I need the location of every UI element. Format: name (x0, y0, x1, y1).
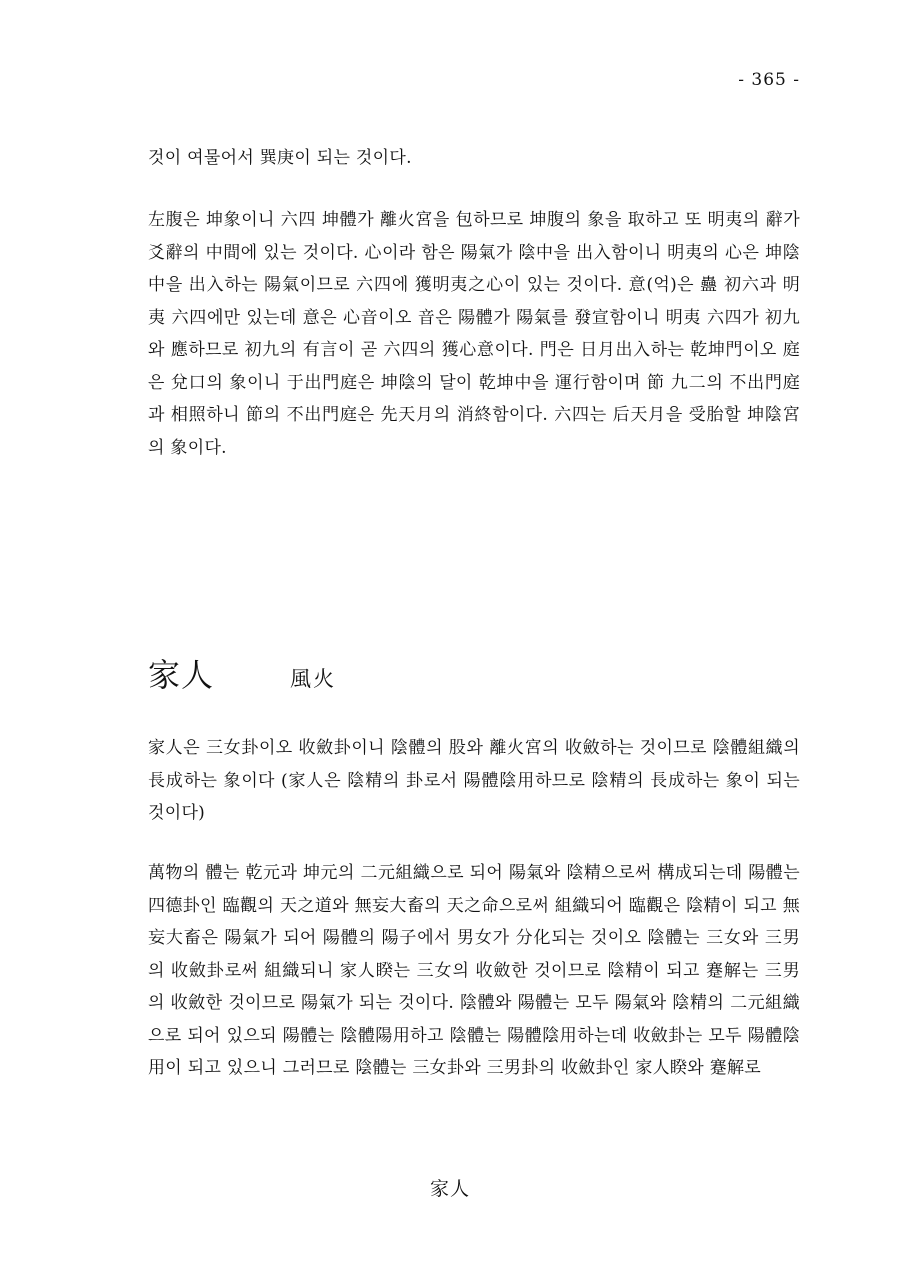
section-subtitle: 風火 (290, 667, 337, 691)
section-heading (148, 650, 336, 698)
body-paragraph: 것이 여물어서 巽庚이 되는 것이다. (148, 148, 412, 168)
running-footer: 家人 (429, 1178, 470, 1200)
body-paragraph: 家人은 三女卦이오 收斂卦이니 陰體의 股와 離火宮의 收斂하는 것이므로 陰體組織의 長成하는 象이다 (家人은 陰精의 卦로서 陽體陰用하므로 陰精의 長成하는 象이 되는 것이다) (148, 738, 800, 823)
body-paragraph: 萬物의 體는 乾元과 坤元의 二元組織으로 되어 陽氣와 陰精으로써 構成되는데 陽體는 四德卦인 臨觀의 天之道와 無妄大畜의 天之命으로써 組織되어 臨觀은 陰精이 되고 無妄大畜은 陽氣가 되어 陽體의 陽子에서 男女가 分化되는 것이오 陰體는 三女와 三男의 收斂卦로써 組織되니 家人睽는 三女의 收斂한 것이므로 陰精이 되고 蹇解는 三男의 收斂한 것이므로 陽氣가 되는 것이다. 陰體와 陽體는 모두 陽氣와 陰精의 二元組織으로 되어 있으되 陽體는 陰體陽用하고 陰體는 陽體陰用하는데 收斂卦는 모두 陽體陰用이 되고 있으니 그러므로 陰體는 三女卦와 三男卦의 收斂卦인 家人睽와 蹇解로 (148, 863, 800, 1078)
page-number: - 365 - (738, 70, 800, 90)
section-title: 家人 (148, 656, 215, 694)
body-paragraph: 左腹은 坤象이니 六四 坤體가 離火宮을 包하므로 坤腹의 象을 取하고 또 明夷의 辭가 爻辭의 中間에 있는 것이다. 心이라 함은 陽氣가 陰中을 出入함이니 明夷의 心은 坤陰 中을 出入하는 陽氣이므로 六四에 獲明夷之心이 있는 것이다. 意(억)은 蠱 初六과 明夷 六四에만 있는데 意은 心音이오 音은 陽體가 陽氣를 發宣함이니 明夷 六四가 初九와 應하므로 初九의 有言이 곧 六四의 獲心意이다. 門은 日月出入하는 乾坤門이오 庭은 兌口의 象이니 于出門庭은 坤陰의 달이 乾坤中을 運行함이며 節 九二의 不出門庭과 相照하니 節의 不出門庭은 先天月의 消終함이다. 六四는 后天月을 受胎할 坤陰宮의 象이다. (148, 210, 800, 458)
